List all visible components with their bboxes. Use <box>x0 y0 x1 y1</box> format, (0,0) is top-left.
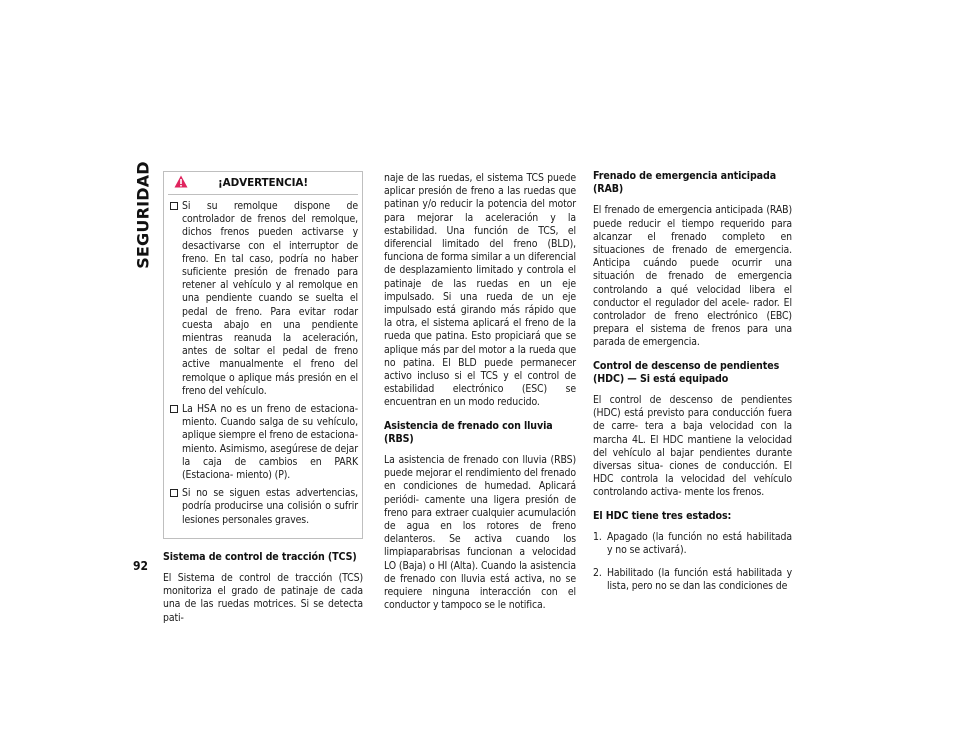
rab-heading: Frenado de emergencia anticipada (RAB) <box>593 170 777 196</box>
rab-paragraph: El frenado de emergencia anticipada (RAB) puede reducir el tiempo requerido para alcanzar el frenado completo en situaciones de frenado de emergencia. Anticipa cuándo puede ocurrir una situación de frenado de emergencia controlando a qué velocidad libera el conductor el regulador del acele- rador. El controlador de freno electrónico (EBC) prepara el sistema de frenos para una parada de emergencia. <box>593 204 792 349</box>
page-number: 92 <box>133 559 149 573</box>
hdc-paragraph: El control de descenso de pendientes (HDC) está previsto para conducción fuera de carre- tera a baja velocidad con la marcha 4L. El HDC mantiene la velocidad del vehículo al bajar pendientes durante diversas situa- ciones de conducción. El HDC controla la velocidad del vehículo controlando activa- mente los frenos. <box>593 394 792 499</box>
column-right <box>593 170 792 604</box>
list-item-number: 2. <box>593 567 602 580</box>
warning-item-text: Si su remolque dispone de controlador de frenos del remolque, dichos frenos pueden activarse y desactivarse con el interruptor de freno. En tal caso, podría no haber suficiente presión de frenado para retener al vehículo y al remolque en una pendiente cuando se suelta el pedal de freno. Para evitar rodar cuesta abajo en una pendiente mientras reanuda la aceleración, antes de soltar el pedal de freno active manualmente el freno del remolque o aplique más presión en el freno del vehículo. <box>182 200 358 397</box>
warning-item <box>168 200 358 398</box>
list-item <box>593 567 792 593</box>
column-left <box>163 171 363 635</box>
list-item <box>593 531 792 557</box>
warning-item-text: Si no se siguen estas advertencias, podría producirse una colisión o sufrir lesiones personales graves. <box>182 487 358 526</box>
section-side-title <box>132 161 154 269</box>
tcs-heading: Sistema de control de tracción (TCS) <box>163 550 357 563</box>
checkbox-bullet-icon <box>170 489 178 497</box>
list-item-text: Apagado (la función no está habilitada y no se activará). <box>607 530 792 557</box>
section-title-text: SEGURIDAD <box>133 161 153 269</box>
warning-box <box>163 171 363 539</box>
rbs-paragraph: La asistencia de frenado con lluvia (RBS) puede mejorar el rendimiento del frenado en condiciones de humedad. Aplicará periódi- camente una ligera presión de freno para extraer cualquier acumulación de agua en los rotores de freno delanteros. Se activa cuando los limpiaparabrisas funcionan a velocidad LO (Baja) o HI (Alta). Cuando la asistencia de frenado con lluvia está activa, no se requiere ninguna interacción con el conductor y tampoco se le notifica. <box>384 454 576 612</box>
hdc-heading: Control de descenso de pendientes (HDC) — Si está equipado <box>593 359 780 385</box>
warning-title: ¡ADVERTENCIA! <box>218 177 308 189</box>
warning-item-text: La HSA no es un freno de estaciona- miento. Cuando salga de su vehículo, aplique siempre el freno de estaciona- miento. Asimismo, asegúrese de dejar la caja de cambios en PARK (Estaciona- miento) (P). <box>182 403 358 482</box>
checkbox-bullet-icon <box>170 405 178 413</box>
warning-item <box>168 403 358 482</box>
tcs-paragraph-continued: naje de las ruedas, el sistema TCS puede aplicar presión de freno a las ruedas que patinan y/o reducir la potencia del motor para mejorar la aceleración y la estabilidad. Una función de TCS, el diferencial limitado del freno (BLD), funciona de forma similar a un diferencial de desplazamiento limitado y controla el patinaje de las ruedas en un eje impulsado. Si una rueda de un eje impulsado está girando más rápido que la otra, el sistema aplicará el freno de la rueda que patina. Esto propiciará que se aplique más par del motor a la rueda que no patina. El BLD puede permanecer activo incluso si el TCS y el control de estabilidad electrónico (ESC) se encuentran en un modo reducido. <box>384 172 576 409</box>
rbs-heading: Asistencia de frenado con lluvia (RBS) <box>384 419 553 445</box>
column-middle <box>384 172 576 623</box>
checkbox-bullet-icon <box>170 202 178 210</box>
tcs-paragraph-start: El Sistema de control de tracción (TCS) monitoriza el grado de patinaje de cada una de las ruedas motrices. Si se detecta pati- <box>163 572 363 624</box>
list-item-number: 1. <box>593 530 602 543</box>
warning-item <box>168 487 358 527</box>
warning-header <box>168 172 358 195</box>
hdc-states-heading: El HDC tiene tres estados: <box>593 509 732 522</box>
list-item-text: Habilitado (la función está habilitada y lista, pero no se dan las condiciones de <box>607 567 792 593</box>
